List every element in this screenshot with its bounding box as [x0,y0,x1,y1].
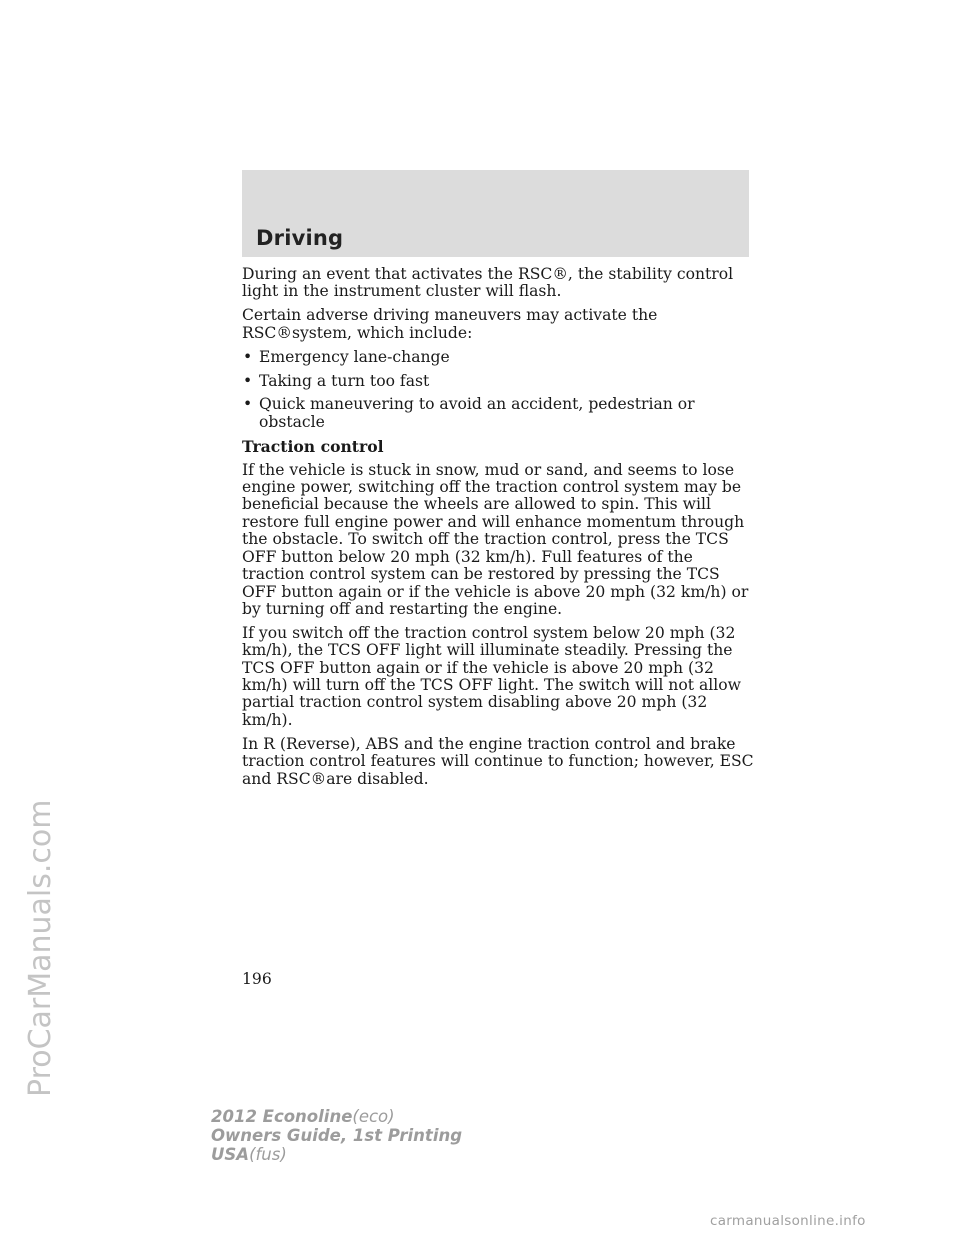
bullet-icon: • [243,371,253,390]
paragraph-stuck-vehicle: If the vehicle is stuck in snow, mud or sand, and seems to lose engine power, switching off the traction control system may be beneficial because the wheels are allowed to spin. This will restore full engine power and will enhance momentum through the obstacle. To switch off the traction control, press the TCS OFF button below 20 mph (32 km/h). Full features of the traction control system can be restored by pressing the TCS OFF button again or if the vehicle is above 20 mph (32 km/h) or by turning off and restarting the engine. [242,460,749,618]
paragraph-reverse: In R (Reverse), ABS and the engine traction control and brake traction control features will continue to function; however, ESC and RSC®are disabled. [242,734,754,788]
document-footer [211,1107,462,1164]
list-item-text: Taking a turn too fast [259,371,430,390]
bullet-icon: • [243,347,253,366]
footer-model-line [211,1107,462,1126]
paragraph-tcs-off-light: If you switch off the traction control system below 20 mph (32 km/h), the TCS OFF light will illuminate steadily. Pressing the TCS OFF button again or if the vehicle is above 20 mph (32 km/h) will turn off the TCS OFF light. The switch will not allow partial traction control system disabling above 20 mph (32 km/h). [242,623,741,729]
paragraph-rsc-light: During an event that activates the RSC®, the stability control light in the instrument cluster will flash. [242,265,734,301]
list-item [242,373,757,390]
footer-region-line [211,1145,462,1164]
side-watermark: ProCarManuals.com [23,799,58,1097]
list-item [242,396,757,431]
footer-model: 2012 Econoline [211,1107,353,1126]
section-title: Driving [256,226,344,250]
footer-region: USA [211,1145,250,1164]
footer-region-code: (fus) [249,1145,287,1164]
page-body [242,266,757,794]
list-item [242,349,757,366]
footer-model-code: (eco) [352,1107,395,1126]
heading-traction-control: Traction control [242,436,384,456]
page-number: 196 [242,970,272,988]
paragraph-adverse-maneuvers: Certain adverse driving maneuvers may activate the RSC®system, which include: [242,306,658,342]
bullet-icon: • [243,395,253,414]
footer-guide-line [211,1126,462,1145]
list-item-text: Quick maneuvering to avoid an accident, pedestrian or obstacle [259,395,695,431]
list-item-text: Emergency lane-change [259,347,450,366]
footer-guide: Owners Guide, 1st Printing [211,1126,463,1145]
bottom-watermark: carmanualsonline.info [710,1213,866,1229]
